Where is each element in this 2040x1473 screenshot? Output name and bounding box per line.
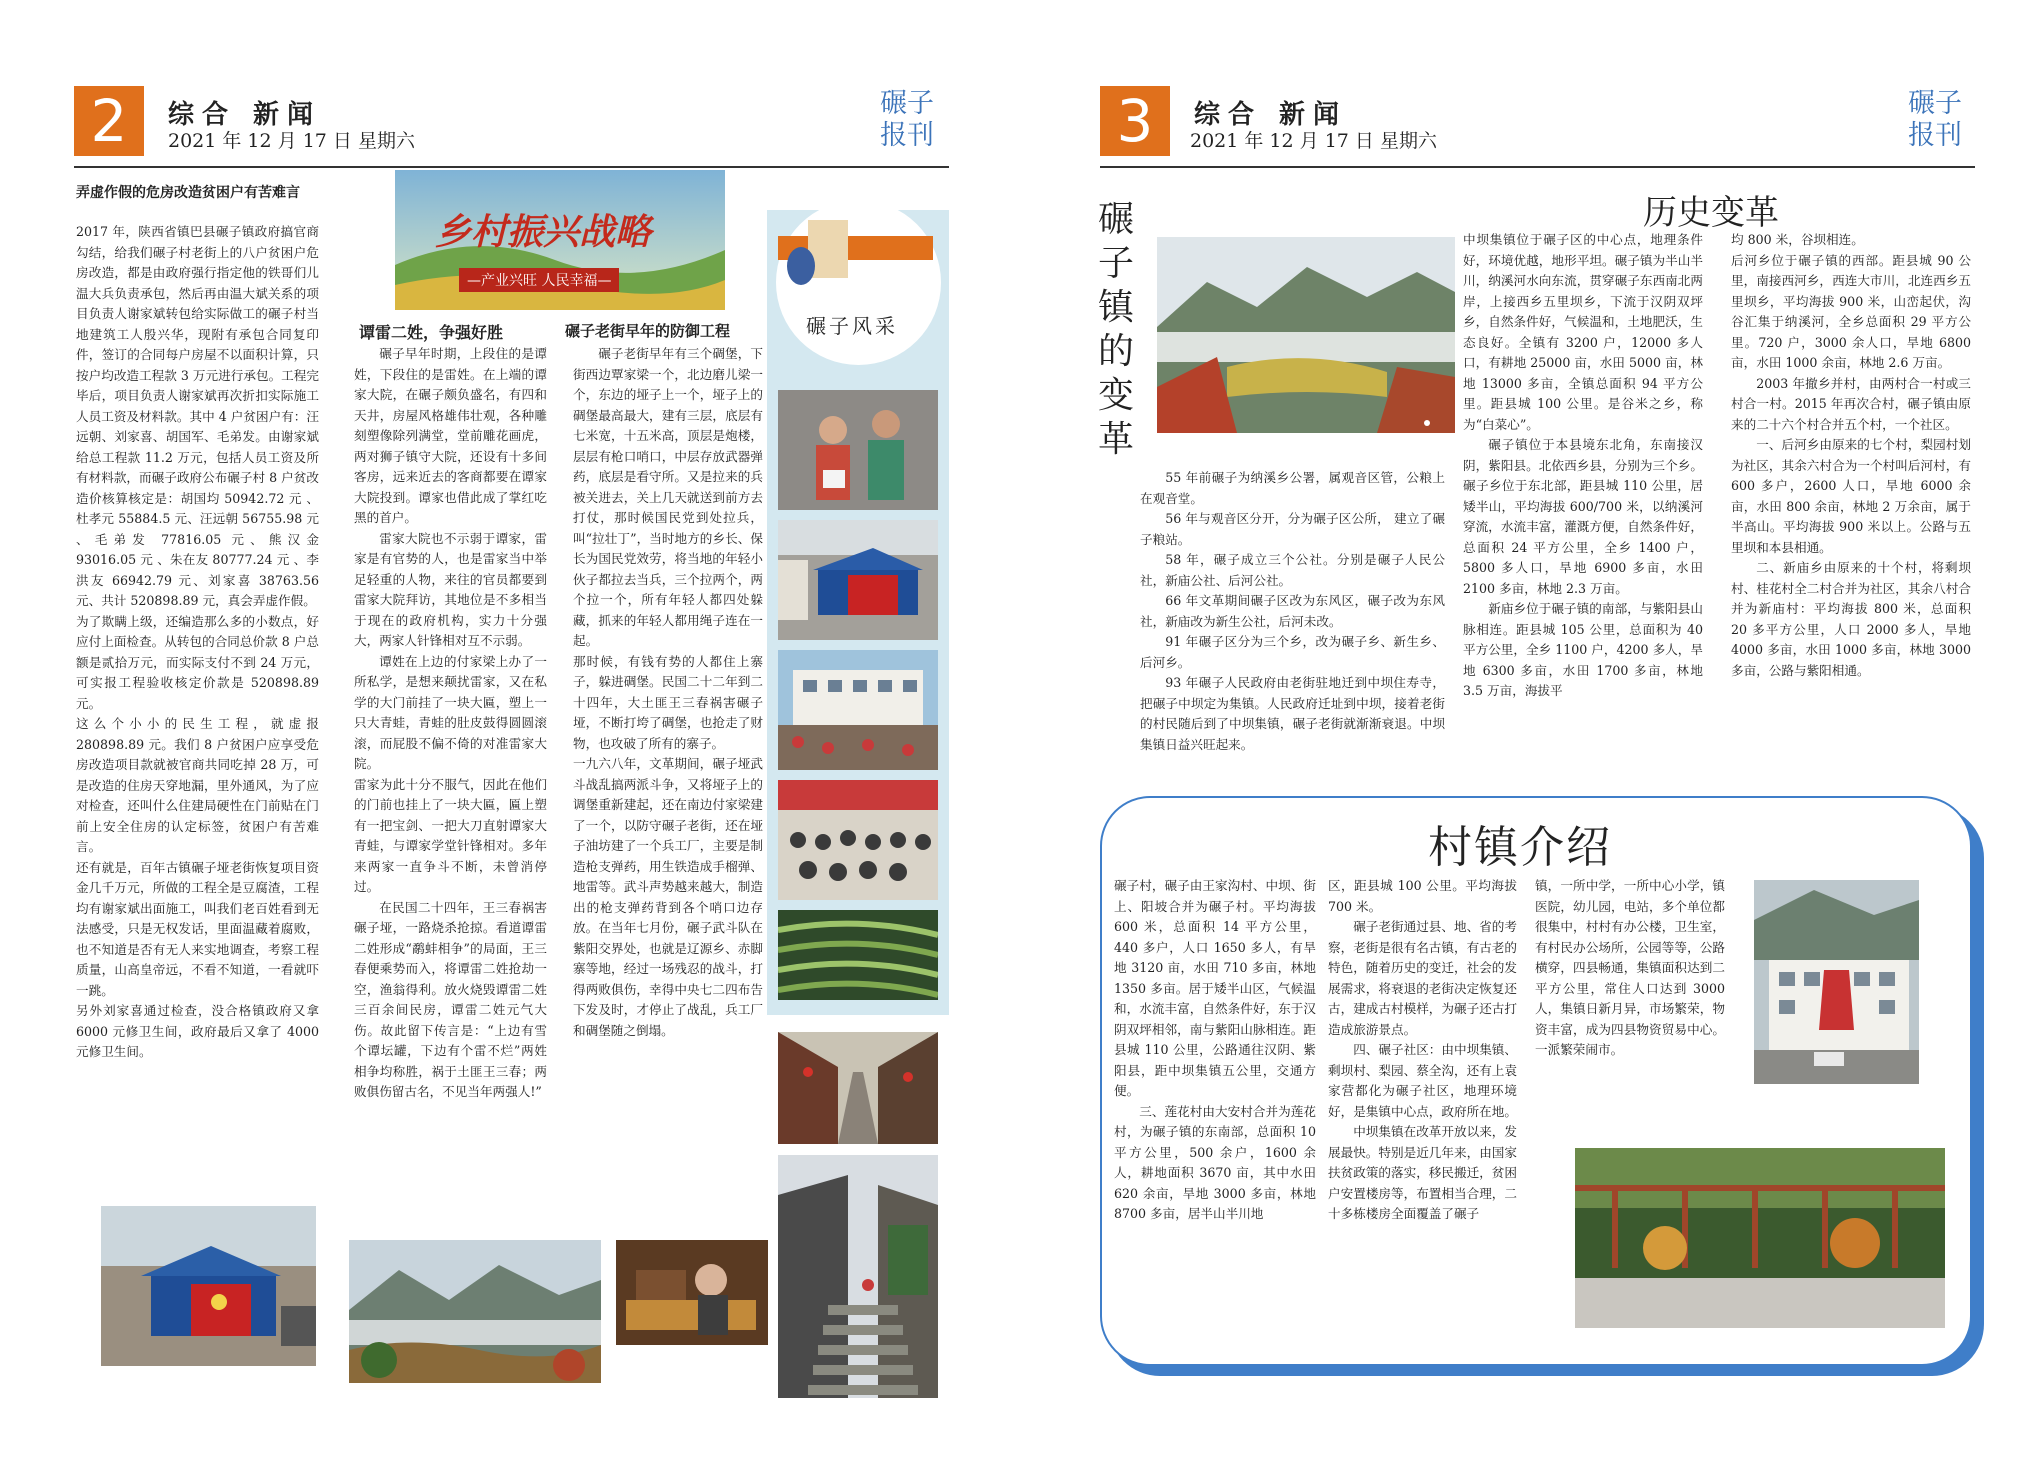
sidebar-photo-tent xyxy=(778,520,938,640)
sidebar-title: 碾子风采 xyxy=(806,314,898,338)
sidebar-photo-building xyxy=(778,650,938,770)
paper-name: 碾子 报刊 xyxy=(880,88,934,151)
issue-date: 2021 年 12 月 17 日 星期六 xyxy=(168,130,415,152)
article-body: 碾子早年时期，上段住的是谭姓，下段住的是雷姓。在上端的谭家大院，在碾子颇负盛名，有四和天井，房屋风格雄伟壮观，各种雕刻塑像除列满堂，堂前雕花画虎，两对狮子镇守大院，还设有十多间客房，远来近去的客商都要在谭家大院投到。谭家也借此成了掌红吃黑的首户。 雷家大院也不示弱于谭家，雷家是有官势的人，也是雷家当中举足轻重的人物，来往的官员都要到雷家大院拜访，其地位是不多相当于现在的政府机构，实力十分强大，两家人针锋相对互不示弱。 谭姓在上边的付家梁上办了一所私学，是想来颠扰雷家，又在私学的大门前挂了一块大匾，塑上一只大青蛙，青蛙的肚皮鼓得圆圆滚滚，而屁股不偏不倚的对准雷家大院。 雷家为此十分不服气，因此在他们的门前也挂上了一块大匾，匾上塑有一把宝剑、一把大刀直射谭家大青蛙，与谭家学堂针锋相对。多年来两家一直争斗不断，未曾消停过。 在民国二十四年，王三春祸害碾子垭，一路烧杀抢掠。看道谭雷二姓形成“鹬蚌相争”的局面，王三春便乘势而入，将谭雷二姓抢劫一空，渔翁得利。放火烧毁谭雷二姓三百余间民房，谭雷二姓元气大伤。故此留下传言是：“上边有雪个谭坛罐，下边有个雷不烂”两姓相争均称胜，祸于土匪王三春；两败俱伤留古名，不见当年两强人!” xyxy=(354,346,547,1099)
article-title: 谭雷二姓，争强好胜 xyxy=(359,323,504,342)
sidebar-blue-dot xyxy=(787,247,815,285)
valley-photo xyxy=(1157,237,1455,433)
timeline-body: 55 年前碾子为纳溪乡公署，属观音区管，公粮上在观音堂。 56 年与观音区分开，分为碾子区公所， 建立了碾子粮站。 58 年，碾子成立三个公社。分别是碾子人民公社，新庙公社、后河公社。 66 年文革期间碾子区改为东风区，碾子改为东风社，新庙改为新生公社，后河未改。 91 年碾子区分为三个乡，改为碾子乡、新生乡、后河乡。 93 年碾子人民政府由老街驻地迁到中坝住寿寺，把碾子中坝定为集镇。人民政府迁址到中坝，接着老街的村民随后到了中坝集镇，碾子老街就渐渐衰退。中坝集镇日益兴旺起来。 xyxy=(1140,470,1445,752)
banner-title: 乡村振兴战略 xyxy=(435,212,652,253)
article-body: 2017 年，陕西省镇巴县碾子镇政府搞官商勾结，给我们碾子村老街上的八户贫困户危房改造，都是由政府强行指定他的铁哥们儿温大兵负责承包，然后再由温大斌关系的项目负责人谢家斌转包给实际做工的碾子村当地建筑工人殷兴华，现附有承包合同复印件，签订的合同每户房屋不以面积计算，只按户均改造工程款 3 万元进行承包。工程完毕后，项目负责人谢家斌再次折扣实际施工人员工资及材料款。其中 4 户贫困户有：汪远朝、刘家喜、胡国军、毛弟发。由谢家斌给总工程款 11.2 万元，包括人员工资及所有材料款，而碾子政府公布碾子村 8 户贫改造价核算核定是：胡国均 50942.72 元 、杜孝元 55884.5 元、汪远朝 56755.98 元 、毛弟发 77816.05 元、熊汉金 93016.05 元 、朱在友 80777.24 元 、李洪友 66942.79 元、刘家喜 38763.56 元、共计 520898.89 元，真会弄虚作假。 为了欺瞒上级，还编造那么多的小数点，好应付上面检查。从转包的合同总价款 8 户总额是贰拾万元，而实际支付不到 24 万元，可实报工程验收核定价款是 520898.89 元。 这么个小小的民生工程，就虚报 280898.89 元。我们 8 户贫困户应享受危房改造项目款就被官商共同吃掉 28 万，可是改造的住房天穿地漏，里外通风，为了应对检查，还叫什么住建局硬性在门前贴在门前上安全住房的认定标签，贫困户有苦难言。 还有就是，百年古镇碾子垭老街恢复项目资金几千万元，所做的工程全是豆腐渣，工程均有谢家斌出面施工，叫我们老百姓看到无法感受，只是无权发话，里面温藏着腐败，也不知道是否有无人来实地调查，考察工程质量，山高皇帝远，不看不知道，一看就吓一跳。 另外刘家喜通过检查，没合格镇政府又拿 6000 元修卫生间，政府最后又拿了 4000 元修卫生间。 xyxy=(76,224,319,1059)
history-body: 中坝集镇位于碾子区的中心点，地理条件好，环境优越，地形平坦。碾子镇为半山半川，纳溪河水向东流，贯穿碾子东西南北两岸，上接西乡五里坝乡，下流于汉阴双坪乡，自然条件好，气候温和，土地肥沃，生态良好。全镇有 3200 户，12000 多人口，有耕地 25000 亩，水田 5000 亩，林地 13000 多亩，全镇总面积 94 平方公里。距县城 100 公里。是谷米之乡，称为“白菜心”。 碾子镇位于本县境东北角，东南接汉阴，紫阳县。北依西乡县，分别为三个乡。碾子乡位于东北部，距县城 110 公里，居矮半山，平均海拔 600/700 米，以纳溪河穿流，水流丰富，灌溉方便，自然条件好，总面积 24 平方公里，全乡 1400 户，5800 多人口，旱地 6900 多亩，水田 2100 多亩，林地 2.3 万亩。 新庙乡位于碾子镇的南部，与紫阳县山脉相连。距县城 105 公里，总面积为 40 平方公里，全乡 1100 户，4200 多人，旱地 6300 多亩，水田 1700 多亩，林地 3.5 万亩，海拔平 xyxy=(1463,232,1703,698)
paper-name: 碾子 报刊 xyxy=(1908,88,1962,151)
sidebar-photo-terraces xyxy=(778,910,938,1000)
header-rule xyxy=(74,166,949,168)
stone-stairs-photo xyxy=(778,1155,938,1398)
village-section-title: 村镇介绍 xyxy=(1428,822,1612,873)
sidebar-photo-people xyxy=(778,390,938,510)
tent-photo xyxy=(101,1206,316,1366)
history-body: 均 800 米，谷坝相连。 后河乡位于碾子镇的西部。距县城 90 公里，南接西河乡，西连大市川，北连西乡五里坝乡，平均海拔 900 米，山峦起伏，沟谷汇集于纳溪河，全乡总面积 29 平方公里。720 户，3000 余人口，旱地 6800 亩，水田 1000 余亩，林地 2.6 万亩。 2003 年撤乡并村，由两村合一村或三村合一村。2015 年再次合村，碾子镇由原来的二十六个村合并五个村，一个社区。 一、后河乡由原来的七个村，梨园村划为社区，其余六村合为一个村叫后河村，有 600 多户，2600 人口，旱地 6000 余亩，水田 800 余亩，林地 2 万余亩，属于半高山。平均海拔 900 米以上。公路与五里坝和本县相通。 二、新庙乡由原来的十个村，将剩坝村、桂花村全二村合并为社区，其余八村合并为新庙村：平均海拔 800 米，总面积 20 多平方公里，人口 2000 多人，旱地 4000 多亩，水田 1000 多亩，林地 3000 多亩，公路与紫阳相通。 xyxy=(1731,232,1971,678)
history-section-title: 历史变革 xyxy=(1643,193,1779,233)
old-street-photo xyxy=(778,1032,938,1144)
issue-date: 2021 年 12 月 17 日 星期六 xyxy=(1190,130,1437,152)
article-title: 弄虚作假的危房改造贫困户有苦难言 xyxy=(76,185,300,201)
article-title: 碾子老街早年的防御工程 xyxy=(565,322,731,340)
section-title: 综合 新闻 xyxy=(168,100,322,130)
page-number-badge: 3 xyxy=(1100,86,1170,156)
village-body: 区，距县城 100 公里。平均海拔 700 米。 碾子老街通过县、地、省的考察，老街是很有名古镇，有古老的特色，随着历史的变迁，社会的发展需求，将衰退的老街决定恢复还古，建成古村模样，为碾子还古打造成旅游景点。 四、碾子社区：由中坝集镇、剩坝村、梨园、蔡全沟，还有上袁家营都化为碾子社区，地理环境好，是集镇中心点，政府所在地。 中坝集镇在改革开放以来，发展最快。特别是近几年来，由国家扶贫政策的落实，移民搬迁，贫困户安置楼房等，布置相当合理，二十多栋楼房全面覆盖了碾子 xyxy=(1328,878,1517,1221)
village-pavilion-photo xyxy=(1575,1148,1945,1328)
township-building-photo xyxy=(1754,880,1919,1084)
weaving-photo xyxy=(616,1240,768,1345)
page-number-badge: 2 xyxy=(74,86,144,156)
header-rule xyxy=(1100,166,1975,168)
section-title: 综合 新闻 xyxy=(1194,100,1348,130)
village-body: 镇，一所中学，一所中心小学，镇医院，幼儿园，电站，多个单位都很集中，村村有办公楼，卫生室，有村民办公场所，公园等等，公路横穿，四县畅通，集镇面积达到二平方公里，常住人口达到 3000 人，集镇日新月异，市场繁荣，物资丰富，成为四县物资贸易中心。一派繁荣闹市。 xyxy=(1535,878,1725,1057)
rural-revitalization-banner xyxy=(395,170,725,310)
vertical-feature-title: 碾子镇的变革 xyxy=(1098,199,1135,460)
banner-subtitle: —产业兴旺 人民幸福— xyxy=(459,268,619,292)
village-body: 碾子村，碾子由王家沟村、中坝、街上、阳坡合并为碾子村。平均海拔 600 米，总面积 14 平方公里，440 多户，人口 1650 多人，有旱地 3120 亩，水田 710 多亩，林地 1350 多亩。居于矮半山区，气候温和，水流丰富，自然条件好，东于汉阴双坪相邻，南与紫阳山脉相连。距县城 110 公里，公路通往汉阴、紫阳县，距中坝集镇五公里，交通方便。 三、莲花村由大安村合并为莲花村，为碾子镇的东南部，总面积 10 平方公里，500 余户，1600 余人，耕地面积 3670 亩，其中水田 620 余亩，旱地 3000 多亩，林地 8700 多亩，居半山半川地 xyxy=(1114,878,1316,1221)
mountain-photo xyxy=(349,1240,601,1383)
article-body: 碾子老街早年有三个碉堡，下街西边覃家梁一个，北边磨儿梁一个，东边的垭子上一个，垭子上的碉堡最高最大，建有三层，底层有七米宽，十五米高，顶层是炮楼，层层有枪口哨口，中层存放武器弹药，底层是看守所。又是拉来的兵被关进去，关上几天就送到前方去打仗，那时候国民党到处拉兵，叫“拉壮丁”，当时地方的乡长、保长为国民党效劳，将当地的年轻小伙子都拉去当兵，三个拉两个，两个拉一个，所有年轻人都四处躲藏，抓来的年轻人都用绳子连在一起。 那时候，有钱有势的人都住上寨子，躲进碉堡。民国二十二年到二十四年，大土匪王三春祸害碾子垭，不断打垮了碉堡，也抢走了财物，也攻破了所有的寨子。 一九六八年，文革期间，碾子垭武斗战乱搞两派斗争，又将垭子上的调堡重新建起，还在南边付家梁建了一个，以防守碾子老街，还在垭子油坊建了一个兵工厂，主要是制造枪支弹药，用生铁造成手榴弹、地雷等。武斗声势越来越大，制造出的枪支弹药背到各个哨口边存放。在当年七月份，碾子武斗队在紫阳交界处，也就是辽源乡、赤脚寨等地，经过一场残忍的战斗，打得两败俱伤，幸得中央七二四布告下发及时，才停止了战乱，兵工厂和碉堡随之倒塌。 xyxy=(573,346,763,1038)
sidebar-photo-meeting xyxy=(778,780,938,900)
